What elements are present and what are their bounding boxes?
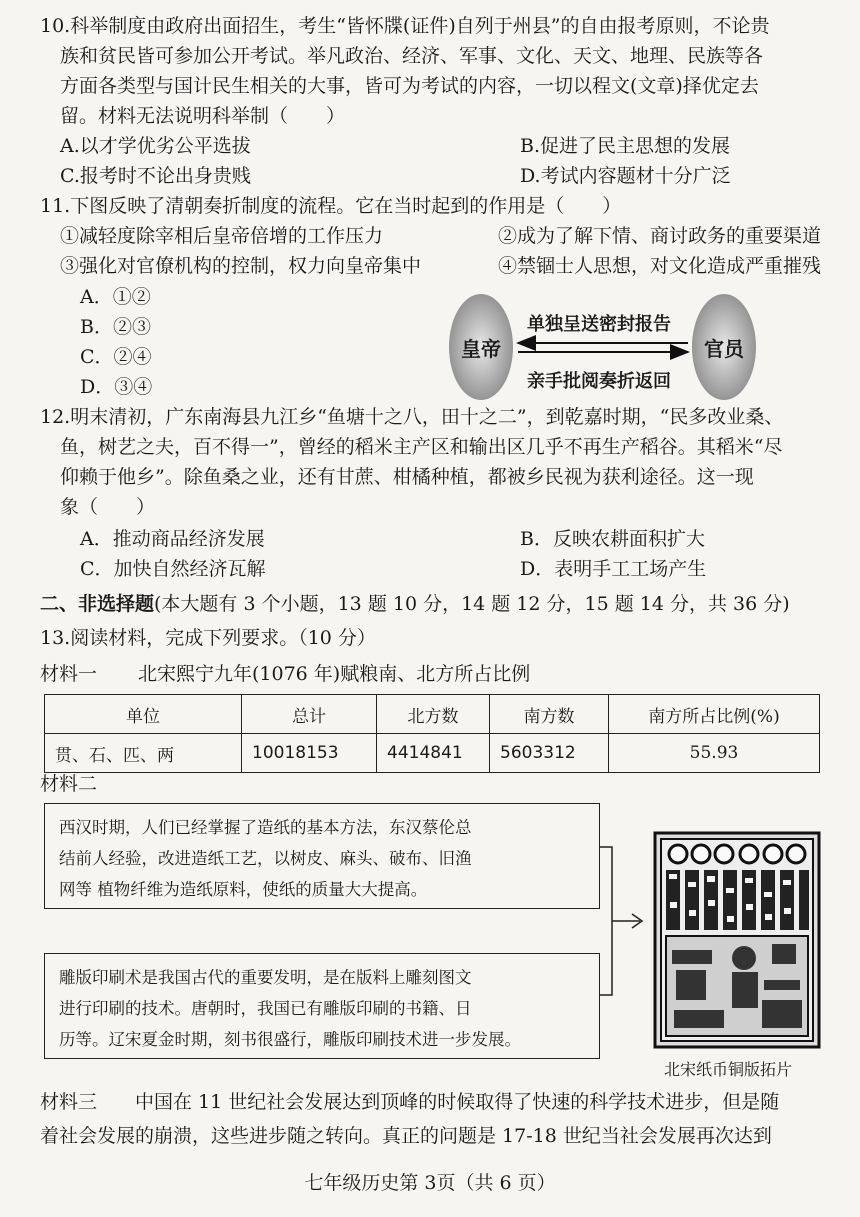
q12-line-2: 鱼，树艺之夫，百不得一”，曾经的稻米主产区和输出区几乎不再生产稻谷。其稻米“尽 — [60, 436, 783, 458]
papermaking-line: 西汉时期，人们已经掌握了造纸的基本方法，东汉蔡伦总 — [59, 818, 472, 837]
q11-option-b: B．②③ — [80, 316, 151, 338]
q10-option-a: A.以才学优劣公平选拔 — [60, 135, 251, 157]
table-cell: 4414841 — [377, 734, 490, 773]
table-header-cell: 南方所占比例(%) — [609, 695, 820, 734]
q10-option-c: C.报考时不论出身贵贱 — [60, 165, 251, 187]
q10-line-3: 方面各类型与国计民生相关的大事，皆可为考试的内容，一切以程文(文章)择优定去 — [60, 75, 759, 97]
page-footer: 七年级历史第 3页（共 6 页） — [304, 1172, 556, 1194]
q13-stem: 13.阅读材料，完成下列要求。（10 分） — [40, 627, 376, 649]
q12-option-b: B．反映农耕面积扩大 — [520, 528, 705, 550]
q11-item-1: ①减轻度除宰相后皇帝倍增的工作压力 — [60, 225, 384, 247]
table-header-row — [45, 695, 820, 734]
image-caption: 北宋纸币铜版拓片 — [664, 1060, 793, 1079]
q12-line-1: 12.明末清初，广东南海县九江乡“鱼塘十之八，田十之二”，到乾嘉时期，“民多改业桑、 — [40, 406, 784, 428]
q10-line-2: 族和贫民皆可参加公开考试。举凡政治、经济、军事、文化、天文、地理、民族等各 — [60, 45, 764, 67]
tax-grain-table — [44, 694, 820, 773]
printing-line: 进行印刷的技术。唐朝时，我国已有雕版印刷的书籍、日 — [59, 999, 472, 1018]
section2-header — [40, 592, 790, 616]
material3-line-2: 着社会发展的崩溃，这些进步随之转向。真正的问题是 17-18 世纪当社会发展再次达到 — [40, 1125, 772, 1147]
q12-option-d: D．表明手工工场产生 — [520, 558, 707, 580]
q10-option-b: B.促进了民主思想的发展 — [520, 135, 731, 157]
papermaking-line: 结前人经验，改进造纸工艺，以树皮、麻头、破布、旧渔 — [59, 849, 472, 868]
connector-arrow — [598, 845, 648, 1005]
section2-heading: 二、非选择题 — [40, 593, 155, 615]
printing-line: 雕版印刷术是我国古代的重要发明，是在版料上雕刻图文 — [59, 968, 472, 987]
table-header-cell: 南方数 — [490, 695, 609, 734]
q11-item-2: ②成为了解下情、商讨政务的重要渠道 — [498, 225, 822, 247]
song-banknote-plate-image — [652, 830, 822, 1050]
q12-line-4: 象（ ） — [60, 496, 156, 518]
q11-option-c: C．②④ — [80, 346, 152, 368]
q12-option-c: C．加快自然经济瓦解 — [80, 558, 266, 580]
q11-option-a: A．①② — [80, 286, 151, 308]
emperor-label: 皇帝 — [461, 337, 501, 361]
table-header-cell: 北方数 — [377, 695, 490, 734]
q11-option-d: D．③④ — [80, 376, 153, 398]
q10-line-4: 留。材料无法说明科举制（ ） — [60, 105, 346, 127]
printing-box — [44, 953, 600, 1059]
table-cell: 5603312 — [490, 734, 609, 773]
table-cell: 贯、石、匹、两 — [45, 734, 242, 773]
q10-line-1: 10.科举制度由政府出面招生，考生“皆怀牒(证件)自列于州县”的自由报考原则，不论贵 — [40, 15, 770, 37]
table-cell: 10018153 — [242, 734, 377, 773]
table-cell: 55.93 — [609, 734, 820, 773]
table-header-cell: 总计 — [242, 695, 377, 734]
papermaking-box — [44, 803, 600, 909]
material3-line-1: 材料三 中国在 11 世纪社会发展达到顶峰的时候取得了快速的科学技术进步，但是随 — [40, 1091, 780, 1113]
material2-label: 材料二 — [40, 773, 98, 795]
top-arrow-label: 单独呈送密封报告 — [527, 314, 671, 335]
q12-option-a: A．推动商品经济发展 — [80, 528, 265, 550]
q11-stem: 11.下图反映了清朝奏折制度的流程。它在当时起到的作用是（ ） — [40, 195, 622, 217]
bottom-arrow-label: 亲手批阅奏折返回 — [527, 371, 671, 392]
material1-title: 北宋熙宁九年(1076 年)赋粮南、北方所占比例 — [138, 663, 531, 685]
section2-note: (本大题有 3 个小题，13 题 10 分，14 题 12 分，15 题 14 分，共 36 分) — [154, 593, 790, 615]
official-label: 官员 — [704, 337, 744, 361]
q10-option-d: D.考试内容题材十分广泛 — [520, 165, 731, 187]
q11-item-4: ④禁锢士人思想，对文化造成严重摧残 — [498, 255, 822, 277]
table-row — [45, 734, 820, 773]
printing-line: 历等。辽宋夏金时期，刻书很盛行，雕版印刷技术进一步发展。 — [59, 1030, 521, 1049]
papermaking-line: 网等 植物纤维为造纸原料，使纸的质量大大提高。 — [59, 880, 428, 899]
q11-item-3: ③强化对官僚机构的控制，权力向皇帝集中 — [60, 255, 422, 277]
table-header-cell: 单位 — [45, 695, 242, 734]
q12-line-3: 仰赖于他乡”。除鱼桑之业，还有甘蔗、柑橘种植，都被乡民视为获利途径。这一现 — [60, 466, 754, 488]
material1-label: 材料一 — [40, 663, 98, 685]
